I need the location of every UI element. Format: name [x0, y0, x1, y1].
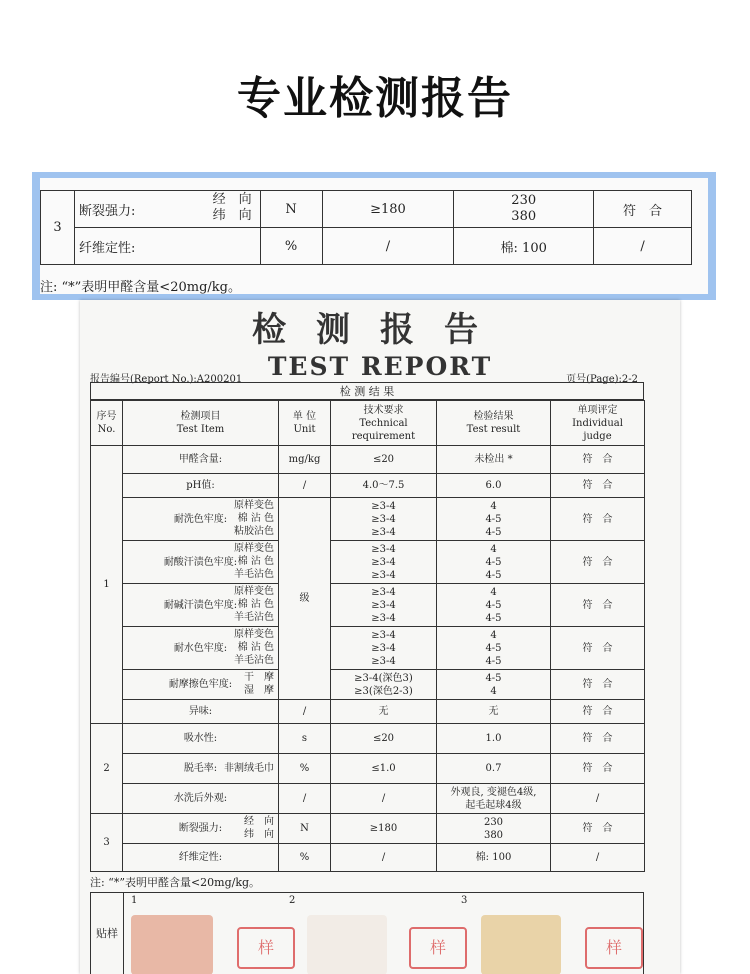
zoomed-excerpt	[32, 172, 716, 300]
header-unit: 单 位 Unit	[279, 401, 331, 446]
req-absorb: ≤20	[331, 724, 437, 754]
washing-sub-3: 粘胶沾色	[234, 526, 274, 537]
item-formaldehyde: 甲醛含量:	[123, 446, 279, 474]
zoomed-excerpt-content	[40, 178, 708, 294]
table-row	[91, 814, 645, 844]
req-water: ≥3-4 ≥3-4 ≥3-4	[331, 627, 437, 670]
zoom-item-strength-sub-weft: 纬 向	[212, 208, 252, 223]
result-lint: 0.7	[437, 754, 551, 784]
strength-sub-1: 经 向	[244, 816, 274, 827]
table-row	[91, 784, 645, 814]
zoom-note: 注: “*”表明甲醛含量<20mg/kg。	[40, 280, 241, 295]
result-absorb: 1.0	[437, 724, 551, 754]
table-row	[41, 228, 692, 265]
item-odor: 异味:	[123, 700, 279, 724]
unit-lint: %	[279, 754, 331, 784]
item-lint-sub: 非割绒毛巾	[224, 763, 274, 774]
table-row	[91, 446, 645, 474]
req-appearance: /	[331, 784, 437, 814]
alkali-sub-3: 羊毛沾色	[234, 612, 274, 623]
table-row	[91, 754, 645, 784]
item-fiber: 纤维定性:	[123, 844, 279, 872]
alkali-sub-2: 棉 沾 色	[237, 599, 274, 610]
result-acid: 4 4-5 4-5	[437, 541, 551, 584]
result-water: 4 4-5 4-5	[437, 627, 551, 670]
header-no: 序号 No.	[91, 401, 123, 446]
item-washing	[123, 498, 279, 541]
header-item: 检测项目 Test Item	[123, 401, 279, 446]
judge-fiber: /	[551, 844, 645, 872]
result-strength: 230 380	[437, 814, 551, 844]
zoom-item-strength-sub-warp: 经 向	[212, 192, 252, 207]
table-row	[91, 584, 645, 627]
result-rubbing: 4-5 4	[437, 670, 551, 700]
item-rubbing-label: 耐摩擦色牢度:	[168, 679, 233, 690]
unit-ph: /	[279, 474, 331, 498]
acid-sub-3: 羊毛沾色	[234, 569, 274, 580]
judge-strength: 符 合	[551, 814, 645, 844]
result-formaldehyde: 未检出 *	[437, 446, 551, 474]
footnote: 注: “*”表明甲醛含量<20mg/kg。	[90, 876, 261, 889]
page-number: 页号(Page):2-2	[566, 374, 638, 385]
stamp-3: 样	[585, 927, 643, 969]
result-fiber: 棉: 100	[437, 844, 551, 872]
item-alkali-label: 耐碱汗渍色牢度:	[163, 599, 238, 611]
item-strength-label: 断裂强力:	[178, 823, 223, 834]
zoom-strength-result-2: 380	[511, 209, 537, 224]
zoomed-table	[40, 190, 692, 265]
sample-number-1: 1	[131, 895, 138, 906]
result-appearance: 外观良, 变褪色4级, 起毛起球4级	[437, 784, 551, 814]
report-title-cn: 检测报告	[252, 310, 508, 350]
header-judge: 单项评定 Individual judge	[551, 401, 645, 446]
table-row	[91, 724, 645, 754]
sample-label: 贴样	[91, 893, 124, 974]
judge-water: 符 合	[551, 627, 645, 670]
table-row	[91, 474, 645, 498]
req-lint: ≤1.0	[331, 754, 437, 784]
result-washing: 4 4-5 4-5	[437, 498, 551, 541]
unit-odor: /	[279, 700, 331, 724]
stamp-1: 样	[237, 927, 295, 969]
judge-alkali: 符 合	[551, 584, 645, 627]
table-header-row	[91, 401, 645, 446]
item-strength	[123, 814, 279, 844]
item-lint-label: 脱毛率:	[183, 763, 218, 774]
rubbing-sub-1: 干 摩	[244, 672, 274, 683]
fabric-swatch-3	[481, 915, 561, 974]
strength-sub-2: 纬 向	[244, 829, 274, 840]
table-row	[91, 627, 645, 670]
washing-sub-1: 原样变色	[234, 500, 274, 511]
acid-sub-2: 棉 沾 色	[237, 556, 274, 567]
group-no-3: 3	[91, 814, 123, 872]
judge-ph: 符 合	[551, 474, 645, 498]
zoom-item-fiber: 纤维定性:	[74, 228, 260, 265]
result-ph: 6.0	[437, 474, 551, 498]
req-alkali: ≥3-4 ≥3-4 ≥3-4	[331, 584, 437, 627]
item-lint	[123, 754, 279, 784]
req-formaldehyde: ≤20	[331, 446, 437, 474]
item-rubbing	[123, 670, 279, 700]
item-ph: pH值:	[123, 474, 279, 498]
report-title-en: TEST REPORT	[267, 352, 493, 381]
table-row	[91, 700, 645, 724]
group-no-2: 2	[91, 724, 123, 814]
item-acid	[123, 541, 279, 584]
table-row	[91, 670, 645, 700]
section-title: 检 测 结 果	[90, 382, 644, 400]
stamp-2: 样	[409, 927, 467, 969]
header-requirement: 技术要求 Technical requirement	[331, 401, 437, 446]
zoom-item-strength-label: 断裂强力:	[78, 203, 136, 219]
judge-absorb: 符 合	[551, 724, 645, 754]
sample-number-3: 3	[461, 895, 468, 906]
table-row	[91, 541, 645, 584]
alkali-sub-1: 原样变色	[234, 586, 274, 597]
table-row	[41, 191, 692, 228]
fabric-swatch-2	[307, 915, 387, 974]
results-table	[90, 400, 645, 872]
zoom-item-strength	[74, 191, 260, 228]
report-number: 报告编号(Report No.):A200201	[90, 374, 243, 385]
table-row	[91, 498, 645, 541]
judge-rubbing: 符 合	[551, 670, 645, 700]
sample-number-2: 2	[289, 895, 296, 906]
table-row	[91, 844, 645, 872]
page-title: 专业检测报告	[237, 73, 513, 124]
item-absorb: 吸水性:	[123, 724, 279, 754]
zoom-strength-result-1: 230	[511, 193, 537, 208]
req-acid: ≥3-4 ≥3-4 ≥3-4	[331, 541, 437, 584]
req-strength: ≥180	[331, 814, 437, 844]
water-sub-3: 羊毛沾色	[234, 655, 274, 666]
judge-washing: 符 合	[551, 498, 645, 541]
item-acid-label: 耐酸汗渍色牢度:	[163, 556, 238, 568]
washing-sub-2: 棉 沾 色	[237, 513, 274, 524]
req-rubbing: ≥3-4(深色3) ≥3(深色2-3)	[331, 670, 437, 700]
item-water	[123, 627, 279, 670]
item-washing-label: 耐洗色牢度:	[173, 513, 228, 525]
result-alkali: 4 4-5 4-5	[437, 584, 551, 627]
item-alkali	[123, 584, 279, 627]
item-water-label: 耐水色牢度:	[173, 642, 228, 654]
zoom-row-no: 3	[41, 191, 75, 265]
group-no-1: 1	[91, 446, 123, 724]
sample-area	[90, 892, 644, 974]
zoom-strength-unit: N	[260, 191, 322, 228]
zoom-fiber-req: /	[322, 228, 454, 265]
item-appearance: 水洗后外观:	[123, 784, 279, 814]
water-sub-2: 棉 沾 色	[237, 642, 274, 653]
judge-formaldehyde: 符 合	[551, 446, 645, 474]
unit-strength: N	[279, 814, 331, 844]
header-result: 检验结果 Test result	[437, 401, 551, 446]
unit-absorb: s	[279, 724, 331, 754]
zoom-strength-req: ≥180	[322, 191, 454, 228]
req-washing: ≥3-4 ≥3-4 ≥3-4	[331, 498, 437, 541]
zoom-fiber-result: 棉: 100	[454, 228, 594, 265]
fabric-swatch-1	[131, 915, 213, 974]
req-fiber: /	[331, 844, 437, 872]
rubbing-sub-2: 湿 摩	[244, 685, 274, 696]
zoom-fiber-unit: %	[260, 228, 322, 265]
unit-appearance: /	[279, 784, 331, 814]
zoom-fiber-judge: /	[594, 228, 692, 265]
grade-unit: 级	[279, 498, 331, 700]
judge-lint: 符 合	[551, 754, 645, 784]
acid-sub-1: 原样变色	[234, 543, 274, 554]
zoom-strength-judge: 符 合	[594, 191, 692, 228]
req-ph: 4.0～7.5	[331, 474, 437, 498]
judge-acid: 符 合	[551, 541, 645, 584]
req-odor: 无	[331, 700, 437, 724]
unit-fiber: %	[279, 844, 331, 872]
judge-odor: 符 合	[551, 700, 645, 724]
judge-appearance: /	[551, 784, 645, 814]
report-document	[80, 300, 680, 974]
unit-formaldehyde: mg/kg	[279, 446, 331, 474]
zoom-strength-result	[454, 191, 594, 228]
water-sub-1: 原样变色	[234, 629, 274, 640]
result-odor: 无	[437, 700, 551, 724]
